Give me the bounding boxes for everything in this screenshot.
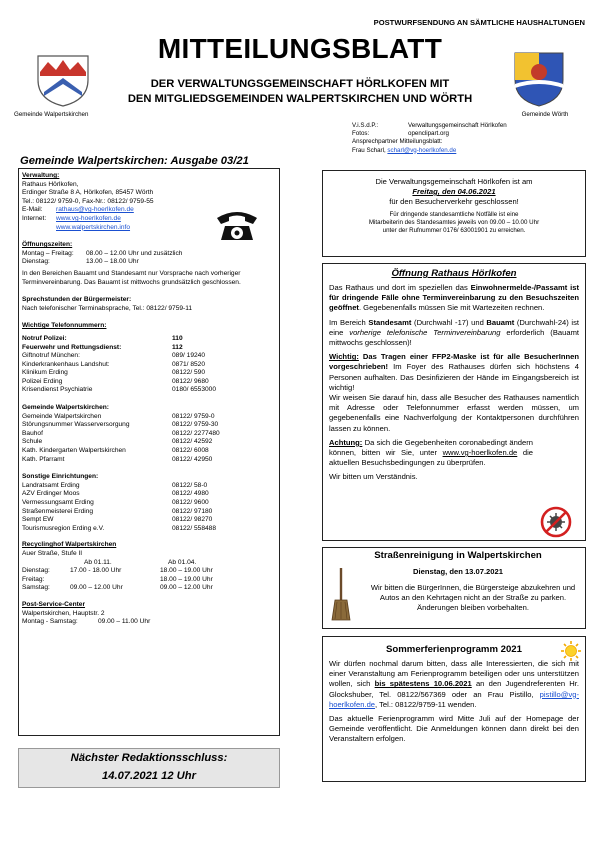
deadline-label: Nächster Redaktionsschluss: [70,752,228,764]
closure-note: Mitarbeiterin des Standesamtes jeweils von 09.00 – 10.00 Uhr [368,219,540,227]
phone-name: Giftnotruf München: [22,352,80,360]
summer-program-title: Sommerferienprogramm 2021 [386,644,522,655]
article-text: Das aktuelle Ferienprogramm wird Mitte Juli auf der Homepage der Gemeinde veröffentlicht. Die Anmeldungen können dann direkt bei den Veranstaltern erfolgen. [329,714,579,744]
article-text-bold: Standesamt [368,317,412,327]
closure-note: Für dringende standesamtliche Notfälle ist eine [389,211,519,218]
woerth-crest [512,50,566,108]
closure-line: Die Verwaltungsgemeinschaft Hörlkofen ist am [375,177,533,186]
imprint-value: openclipart.org [408,130,449,138]
closure-line: für den Besucherverkehr geschlossen! [389,197,519,206]
left-crest-caption: Gemeinde Walpertskirchen [14,111,89,118]
imprint-label: Ansprechpartner Mitteilungsblatt: [352,138,443,146]
closure-date: Freitag, den 04.06.2021 [412,187,496,196]
phone-number: 08122/ 9680 [172,377,209,385]
article-text: , Tel.: 08122/9759-11 wenden. [375,699,477,709]
broom-icon [330,566,352,622]
contact-name: Frau Scharl, [352,146,388,154]
phone-numbers-heading: Wichtige Telefonnummern: [22,322,107,330]
contact-email-link[interactable]: scharl@vg-hoerlkofen.de [387,146,457,154]
phone-number: 112 [172,343,183,351]
article-text: Da sich die Gegebenheiten coronabedingt ändern können, bitten wir Sie, unter [329,437,533,458]
article-text: die aktuellen Besuchsbedingungen zu überprüfen. [329,448,533,468]
post-center-hours: 09.00 – 11.00 Uhr [98,618,151,626]
phone-number: 08122/ 9600 [172,499,209,506]
municipality-heading: Gemeinde Walpertskirchen: [22,404,109,412]
phone-number: 08122/ 590 [172,369,206,377]
phone-name: Gemeinde Walpertskirchen [22,412,102,420]
article-text: . Gegebenenfalls müssen Sie mit Wartezeiten rechnen. [358,303,545,313]
article-text-bold: Das Tragen einer FFP2-Maske ist für alle BesucherInnen vorgeschrieben! [329,352,579,372]
phone-number: 08122/ 4980 [172,490,209,498]
phone-number: 0871/ 8520 [172,360,206,368]
summer-program-body [329,659,579,749]
phone-number: 089/ 19240 [172,352,206,360]
article-text: an den Jugendreferenten Hr. Glockshuber, Tel. 08122/567369 oder an Frau Pistillo, [329,679,579,699]
phone-name: Sempt EW [22,516,54,524]
article-text-bold: Achtung: [329,437,363,447]
subtitle-line-2: DEN MITGLIEDSGEMEINDEN WALPERTSKIRCHEN UND WÖRTH [127,93,473,105]
phone-name: Klinikum Erding [22,369,68,377]
opening-day: Dienstag: [22,258,50,266]
opening-time: 08.00 – 12.00 Uhr und zusätzlich [86,249,183,257]
recycling-hours: 17.00 - 18.00 Uhr [70,567,122,575]
article-text: Wir dürfen nochmal darum bitten, dass alle Interessierten, die sich mit einer Veranstaltung am Ferienprogramm beteiligen oder uns unterstützen wollen, sich [329,659,579,689]
post-center-address: Walpertskirchen, Hauptstr. 2 [22,609,105,617]
phone-number: 08122/ 42950 [172,455,213,463]
phone-name: Notruf Polizei: [22,334,67,342]
article-text-bold: Einwohnermelde-/Passamt ist für dringende Fälle ohne Terminvereinbarung zu den Besuchszeiten geöffnet [329,283,579,313]
phone-number: 08122/ 98270 [172,516,213,524]
website-link[interactable]: www.vg-hoerlkofen.de [56,214,121,222]
article-text: (Durchwahl-24) ist eine [329,317,579,337]
post-center-day: Montag - Samstag: [22,618,78,626]
article-text: (Durchwahl -17) und [411,317,487,327]
page-title: MITTEILUNGSBLATT [157,33,443,64]
recycling-day: Samstag: [22,584,50,592]
opening-day: Montag – Freitag: [22,249,74,257]
recycling-hours: 18.00 – 19.00 Uhr [160,567,213,575]
internet-label: Internet: [22,214,47,222]
article-text: Wir bitten um Verständnis. [329,472,418,482]
phone-number: 08122/ 6008 [172,447,209,455]
email-label: E-Mail: [22,206,43,214]
article-text: erforderlich (Bauamt mittwochs geschlossen)! [329,327,579,348]
imprint-value: Verwaltungsgemeinschaft Hörlkofen [408,122,507,129]
town-hall-opening-body [329,283,579,487]
website-link[interactable]: www.walpertskirchen.info [56,223,131,231]
article-text: Das Rathaus und dort im speziellen das [329,283,471,292]
imprint [352,122,587,155]
street-cleaning-date: Dienstag, den 13.07.2021 [413,567,503,576]
phone-number: 08122/ 2277480 [172,429,220,437]
phone-name: Straßenmeisterei Erding [22,507,94,515]
phone-number: 08122/ 558488 [172,524,217,532]
phone-name: Vermessungsamt Erding [22,499,94,506]
phone-name: Polizei Erding [22,377,63,385]
article-text: Wir weisen Sie darauf hin, dass alle Besucher des Rathauses namentlich mit Adresse oder Telefonnummer erfasst werden müssen, um gegebenenfalls eine Nachverfolgung der Kontaktpersonen durchführen lassen zu können. [329,393,579,433]
phone-name: Kath. Pfarramt [22,455,65,463]
phone-number: 08122/ 42592 [172,438,213,446]
opening-time: 13.00 – 18.00 Uhr [86,258,139,266]
recycling-day: Dienstag: [22,567,50,575]
post-center-heading: Post-Service-Center [22,600,86,608]
distribution-note: POSTWURFSENDUNG AN SÄMTLICHE HAUSHALTUNGEN [373,18,585,27]
phone-number: 0180/ 6553000 [172,386,217,394]
subtitle-line-1: DER VERWALTUNGSGEMEINSCHAFT HÖRLKOFEN MIT [150,78,450,90]
phone-name: Schule [22,438,43,446]
walpertskirchen-crest [34,52,92,108]
phone-name: Kinderkrankenhaus Landshut: [22,360,110,368]
verwaltung-line: Rathaus Hörlkofen, [22,180,79,188]
recycling-heading: Recyclinghof Walpertskirchen [22,541,117,549]
street-cleaning-title: Straßenreinigung in Walpertskirchen [374,550,542,561]
no-virus-icon [540,506,572,538]
phone-name: Tourismusregion Erding e.V. [22,524,105,532]
recycling-hours: 09.00 – 12.00 Uhr [160,584,213,592]
phone-number: 08122/ 58-0 [172,481,208,489]
verwaltung-heading: Verwaltung: [22,172,60,179]
right-crest-caption: Gemeinde Wörth [521,111,569,118]
closure-note: unter der Rufnummer 0176/ 63001901 zu erreichen. [382,227,526,235]
recycling-address: Auer Straße, Stufe II [22,549,83,557]
other-institutions-heading: Sonstige Einrichtungen: [22,473,99,481]
verwaltung-line: Tel.: 08122/ 9759-0, Fax-Nr.: 08122/ 9759-55 [22,197,154,205]
town-hall-opening-title: Öffnung Rathaus Hörlkofen [391,268,517,279]
email-link[interactable]: pistillo@vg-hoerlkofen.de [329,689,579,709]
phone-name: Krisendienst Psychiatrie [22,386,93,394]
verwaltung-line: Erdinger Straße 8 A, Hörlkofen, 85457 Wörth [22,189,154,197]
article-text: Im Foyer des Rathauses dürfen sich höchstens 4 Personen aufhalten. Das Desinfizieren der Hände im Eingangsbereich ist wichtig! [329,362,579,392]
deadline-date: 14.07.2021 12 Uhr [102,770,196,782]
imprint-label: V.i.S.d.P.: [352,122,379,129]
article-text: Im Bereich [329,317,369,327]
phone-name: Bauhof [22,429,43,437]
phone-name: AZV Erdinger Moos [22,490,80,498]
mayor-hours-text: Nach telefonischer Terminabsprache, Tel.: 08122/ 9759-11 [22,304,193,312]
phone-number: 110 [172,334,183,342]
telephone-icon [215,208,259,244]
phone-number: 08122/ 97180 [172,507,213,515]
street-cleaning-text: Wir bitten die BürgerInnen, die Bürgersteige abzukehren und Autos an den Kehrtagen nicht an der Straße zu parken. Änderungen bleiben vorbehalten. [370,583,576,613]
recycling-day: Freitag: [22,575,45,583]
phone-number: 08122/ 9759-0 [172,412,215,420]
email-link[interactable]: rathaus@vg-hoerlkofen.de [56,206,134,214]
article-text-bold: bis spätestens 10.06.2021 [374,679,472,689]
article-text-bold: Wichtig: [329,352,359,362]
opening-hours-heading: Öffnungszeiten: [22,241,73,249]
recycling-column-header: Ab 01.11. [84,558,112,566]
phone-name: Landratsamt Erding [22,481,80,489]
recycling-hours: 18.00 – 19.00 Uhr [160,575,213,583]
phone-name: Kath. Kindergarten Walpertskirchen [22,447,126,455]
recycling-column-header: Ab 01.04. [168,558,197,566]
mayor-hours-heading: Sprechstunden der Bürgermeister: [22,296,132,304]
website-link[interactable]: www.vg-hoerlkofen.de [442,448,518,458]
opening-note: In den Bereichen Bauamt und Standesamt nur Vorsprache nach vorheriger Terminvereinbarung. Das Bauamt ist mittwochs grundsätzlich geschlossen. [22,269,241,286]
recycling-hours [70,576,160,585]
article-text-bold: Bauamt [486,317,515,327]
closure-notice [322,177,586,236]
imprint-label: Fotos: [352,130,370,138]
phone-number: 08122/ 9759-30 [172,421,219,429]
phone-name: Feuerwehr und Rettungsdienst: [22,343,122,351]
phone-name: Störungsnummer Wasserversorgung [22,421,130,429]
issue-title: Gemeinde Walpertskirchen: Ausgabe 03/21 [20,155,249,167]
recycling-hours: 09.00 – 12.00 Uhr [70,584,123,592]
article-text-italic: vorherige telefonische Terminvereinbarung [349,327,501,337]
